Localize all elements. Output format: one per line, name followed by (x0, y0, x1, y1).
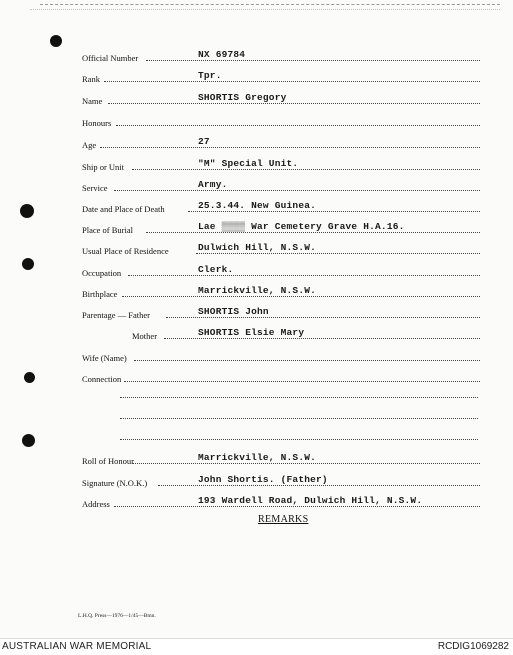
field-label: Birthplace (82, 289, 118, 299)
field-name (82, 90, 480, 106)
field-address (82, 493, 480, 509)
field-value: Dulwich Hill, N.S.W. (198, 242, 317, 253)
field-honours (82, 112, 480, 128)
field-dotted-line (116, 125, 480, 126)
field-value: Clerk. (198, 264, 234, 275)
field-value: SHORTIS Elsie Mary (198, 327, 305, 338)
connection-continuation-line (120, 397, 478, 398)
field-value: Army. (198, 179, 228, 190)
field-dotted-line (188, 211, 480, 212)
field-label: Service (82, 183, 108, 193)
field-label: Roll of Honour (82, 456, 134, 466)
remarks-heading: REMARKS (258, 514, 309, 525)
field-label: Name (82, 96, 103, 106)
field-connection (82, 368, 480, 384)
field-official-number (82, 47, 480, 63)
field-value: 27 (198, 136, 210, 147)
field-label: Official Number (82, 53, 139, 63)
field-label: Usual Place of Residence (82, 246, 169, 256)
punch-hole-icon (20, 204, 34, 218)
field-ship-or-unit (82, 156, 480, 172)
field-value: Lae ▒▒▒▒ War Cemetery Grave H.A.16. (198, 221, 405, 232)
field-dotted-line (114, 506, 480, 507)
field-label: Address (82, 499, 110, 509)
field-value: SHORTIS John (198, 306, 269, 317)
field-value: John Shortis. (Father) (198, 474, 328, 485)
field-usual-residence (82, 240, 480, 256)
field-service (82, 177, 480, 193)
field-place-of-burial (82, 219, 480, 235)
punch-hole-icon (22, 434, 35, 447)
field-dotted-line (146, 232, 480, 233)
record-id: RCDIG1069282 (437, 641, 509, 652)
field-value: 25.3.44. New Guinea. (198, 200, 317, 211)
field-parentage-mother (82, 325, 480, 341)
field-dotted-line (146, 60, 480, 61)
field-dotted-line (108, 103, 480, 104)
field-label: Wife (Name) (82, 353, 127, 363)
field-wife (82, 347, 480, 363)
field-value: 193 Wardell Road, Dulwich Hill, N.S.W. (198, 495, 423, 506)
field-dotted-line (134, 360, 480, 361)
punch-hole-icon (22, 258, 34, 270)
field-dotted-line (166, 317, 480, 318)
field-parentage-father (82, 304, 480, 320)
field-value: SHORTIS Gregory (198, 92, 287, 103)
field-dotted-line (132, 169, 480, 170)
field-roll-of-honour (82, 450, 480, 466)
field-value: "M" Special Unit. (198, 158, 299, 169)
field-birthplace (82, 283, 480, 299)
printer-imprint: L.H.Q. Press—1976—1/45—Bmn. (78, 613, 156, 619)
field-label: Parentage — Father (82, 310, 150, 320)
field-dotted-line (128, 275, 480, 276)
field-occupation (82, 262, 480, 278)
field-label: Date and Place of Death (82, 204, 165, 214)
top-border-rule (40, 4, 500, 6)
archive-footer (0, 638, 513, 655)
top-border-rule-secondary (30, 9, 500, 11)
field-label: Occupation (82, 268, 122, 278)
field-label: Signature (N.O.K.) (82, 478, 148, 488)
field-value: Marrickville, N.S.W. (198, 285, 317, 296)
field-label: Connection (82, 374, 122, 384)
connection-continuation-line (120, 439, 478, 440)
field-label: Ship or Unit (82, 162, 125, 172)
field-dotted-line (114, 190, 480, 191)
field-signature (82, 472, 480, 488)
field-label: Age (82, 140, 97, 150)
field-rank (82, 68, 480, 84)
field-label: Mother (132, 331, 158, 341)
field-dotted-line (132, 463, 480, 464)
field-label: Rank (82, 74, 100, 84)
punch-hole-icon (50, 35, 62, 47)
field-dotted-line (104, 81, 480, 82)
field-label: Place of Burial (82, 225, 133, 235)
field-value: NX 69784 (198, 49, 246, 60)
connection-continuation-line (120, 418, 478, 419)
field-value: Marrickville, N.S.W. (198, 452, 317, 463)
field-dotted-line (158, 485, 480, 486)
field-dotted-line (100, 147, 480, 148)
punch-hole-icon (24, 372, 35, 383)
field-dotted-line (196, 253, 480, 254)
field-dotted-line (124, 381, 480, 382)
field-dotted-line (122, 296, 480, 297)
field-age (82, 134, 480, 150)
field-date-place-death (82, 198, 480, 214)
archive-name: AUSTRALIAN WAR MEMORIAL (2, 641, 152, 652)
field-label: Honours (82, 118, 112, 128)
field-dotted-line (164, 338, 480, 339)
field-value: Tpr. (198, 70, 222, 81)
